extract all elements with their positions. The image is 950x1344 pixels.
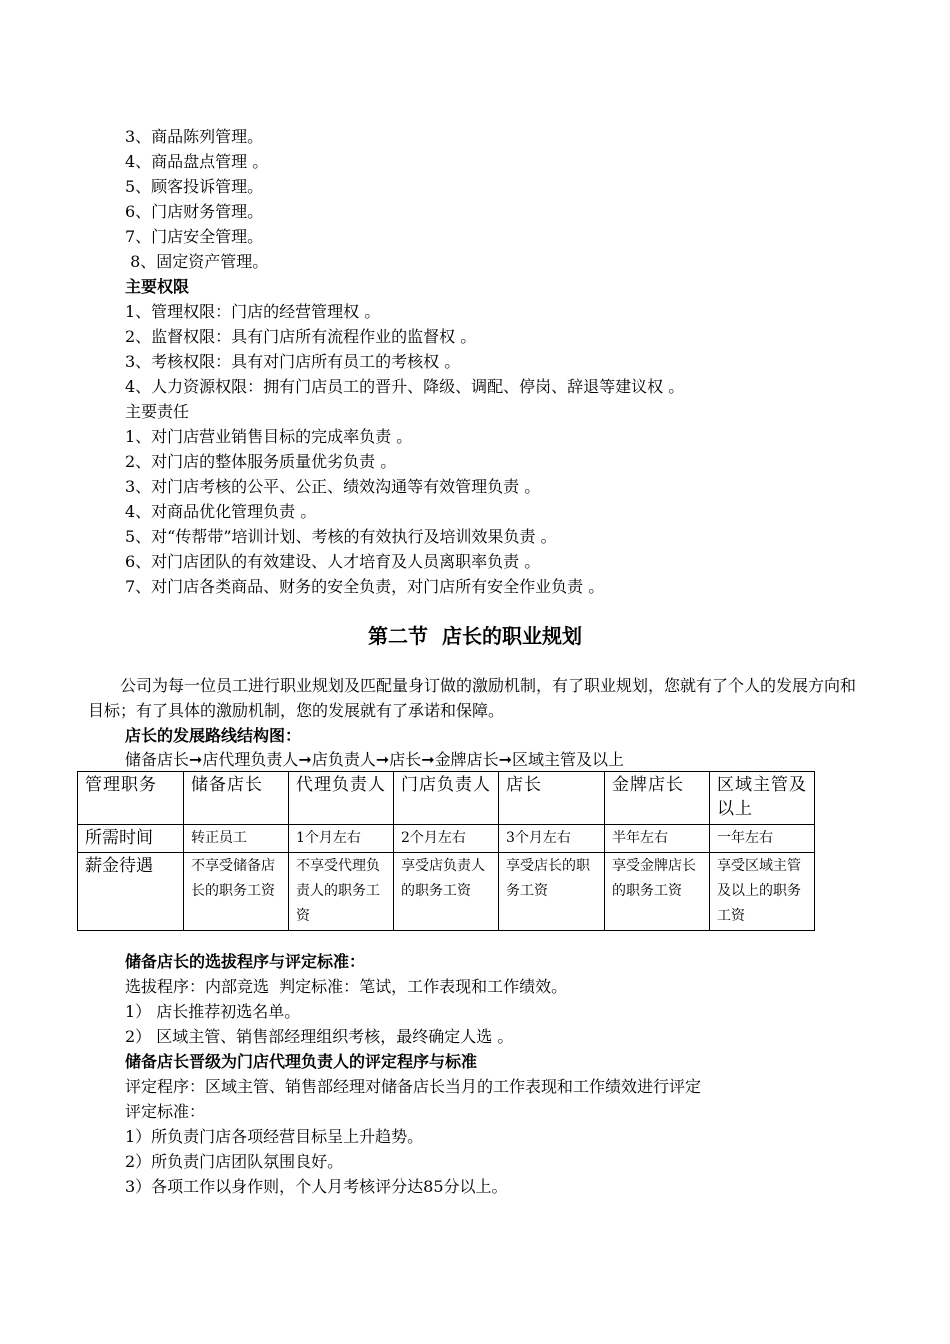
authority-item: 2、监督权限：具有门店所有流程作业的监督权 。: [125, 327, 477, 346]
table-cell: 金牌店长: [605, 772, 710, 825]
list-item: 5、顾客投诉管理。: [125, 177, 264, 196]
table-cell: 门店负责人: [394, 772, 499, 825]
table-row: [78, 853, 815, 931]
table-cell: 享受店负责人的职务工资: [394, 853, 499, 931]
table-cell: 店长: [499, 772, 605, 825]
promotion-standard-label: 评定标准：: [125, 1102, 206, 1121]
responsibility-item: 6、对门店团队的有效建设、人才培育及人员离职率负责 。: [125, 552, 541, 571]
table-cell: 享受金牌店长的职务工资: [605, 853, 710, 931]
promotion-item: 3）各项工作以身作则，个人月考核评分达85分以上。: [125, 1177, 508, 1196]
responsibility-item: 4、对商品优化管理负责 。: [125, 502, 317, 521]
career-table: [77, 771, 815, 931]
path-heading: 店长的发展路线结构图：: [125, 726, 302, 745]
career-path: 储备店长➞店代理负责人➞店负责人➞店长➞金牌店长➞区域主管及以上: [125, 750, 625, 769]
table-cell: 管理职务: [78, 772, 184, 825]
table-cell: 3个月左右: [499, 825, 605, 853]
list-item: 8、固定资产管理。: [125, 252, 269, 271]
authority-heading: 主要权限: [125, 277, 190, 296]
responsibility-item: 5、对“传帮带”培训计划、考核的有效执行及培训效果负责 。: [125, 527, 557, 546]
selection-item: 2） 区域主管、销售部经理组织考核，最终确定人选 。: [125, 1027, 514, 1046]
promotion-heading: 储备店长晋级为门店代理负责人的评定程序与标准: [125, 1052, 478, 1071]
authority-item: 1、管理权限：门店的经营管理权 。: [125, 302, 381, 321]
responsibility-item: 3、对门店考核的公平、公正、绩效沟通等有效管理负责 。: [125, 477, 541, 496]
table-cell: 区域主管及以上: [710, 772, 815, 825]
authority-item: 4、人力资源权限：拥有门店员工的晋升、降级、调配、停岗、辞退等建议权 。: [125, 377, 685, 396]
list-item: 4、商品盘点管理 。: [125, 152, 269, 171]
selection-heading: 储备店长的选拔程序与评定标准：: [125, 952, 366, 971]
table-row: [78, 825, 815, 853]
promotion-program: 评定程序：区域主管、销售部经理对储备店长当月的工作表现和工作绩效进行评定: [125, 1077, 702, 1096]
table-cell: 半年左右: [605, 825, 710, 853]
table-cell: 不享受代理负责人的职务工资: [289, 853, 394, 931]
table-cell: 2个月左右: [394, 825, 499, 853]
responsibility-item: 7、对门店各类商品、财务的安全负责，对门店所有安全作业负责 。: [125, 577, 605, 596]
table-cell: 代理负责人: [289, 772, 394, 825]
promotion-item: 2）所负责门店团队氛围良好。: [125, 1152, 344, 1171]
list-item: 7、门店安全管理。: [125, 227, 264, 246]
promotion-item: 1）所负责门店各项经营目标呈上升趋势。: [125, 1127, 424, 1146]
list-item: 6、门店财务管理。: [125, 202, 264, 221]
intro-paragraph: 公司为每一位员工进行职业规划及匹配量身订做的激励机制，有了职业规划，您就有了个人的发展方向和目标；有了具体的激励机制，您的发展就有了承诺和保障。: [88, 676, 857, 720]
list-item: 3、商品陈列管理。: [125, 127, 264, 146]
responsibility-item: 2、对门店的整体服务质量优劣负责 。: [125, 452, 397, 471]
authority-item: 3、考核权限：具有对门店所有员工的考核权 。: [125, 352, 461, 371]
table-cell: 薪金待遇: [78, 853, 184, 931]
table-cell: 不享受储备店长的职务工资: [184, 853, 289, 931]
table-cell: 一年左右: [710, 825, 815, 853]
selection-program: 选拔程序：内部竞选 判定标准：笔试，工作表现和工作绩效。: [125, 977, 568, 996]
responsibility-item: 1、对门店营业销售目标的完成率负责 。: [125, 427, 413, 446]
table-cell: 享受店长的职务工资: [499, 853, 605, 931]
table-cell: 储备店长: [184, 772, 289, 825]
table-cell: 转正员工: [184, 825, 289, 853]
responsibility-heading: 主要责任: [125, 402, 190, 421]
section-title: 第二节 店长的职业规划: [368, 624, 582, 648]
table-cell: 所需时间: [78, 825, 184, 853]
table-cell: 享受区域主管及以上的职务工资: [710, 853, 815, 931]
table-cell: 1个月左右: [289, 825, 394, 853]
selection-item: 1） 店长推荐初选名单。: [125, 1002, 301, 1021]
table-header-row: [78, 772, 815, 825]
